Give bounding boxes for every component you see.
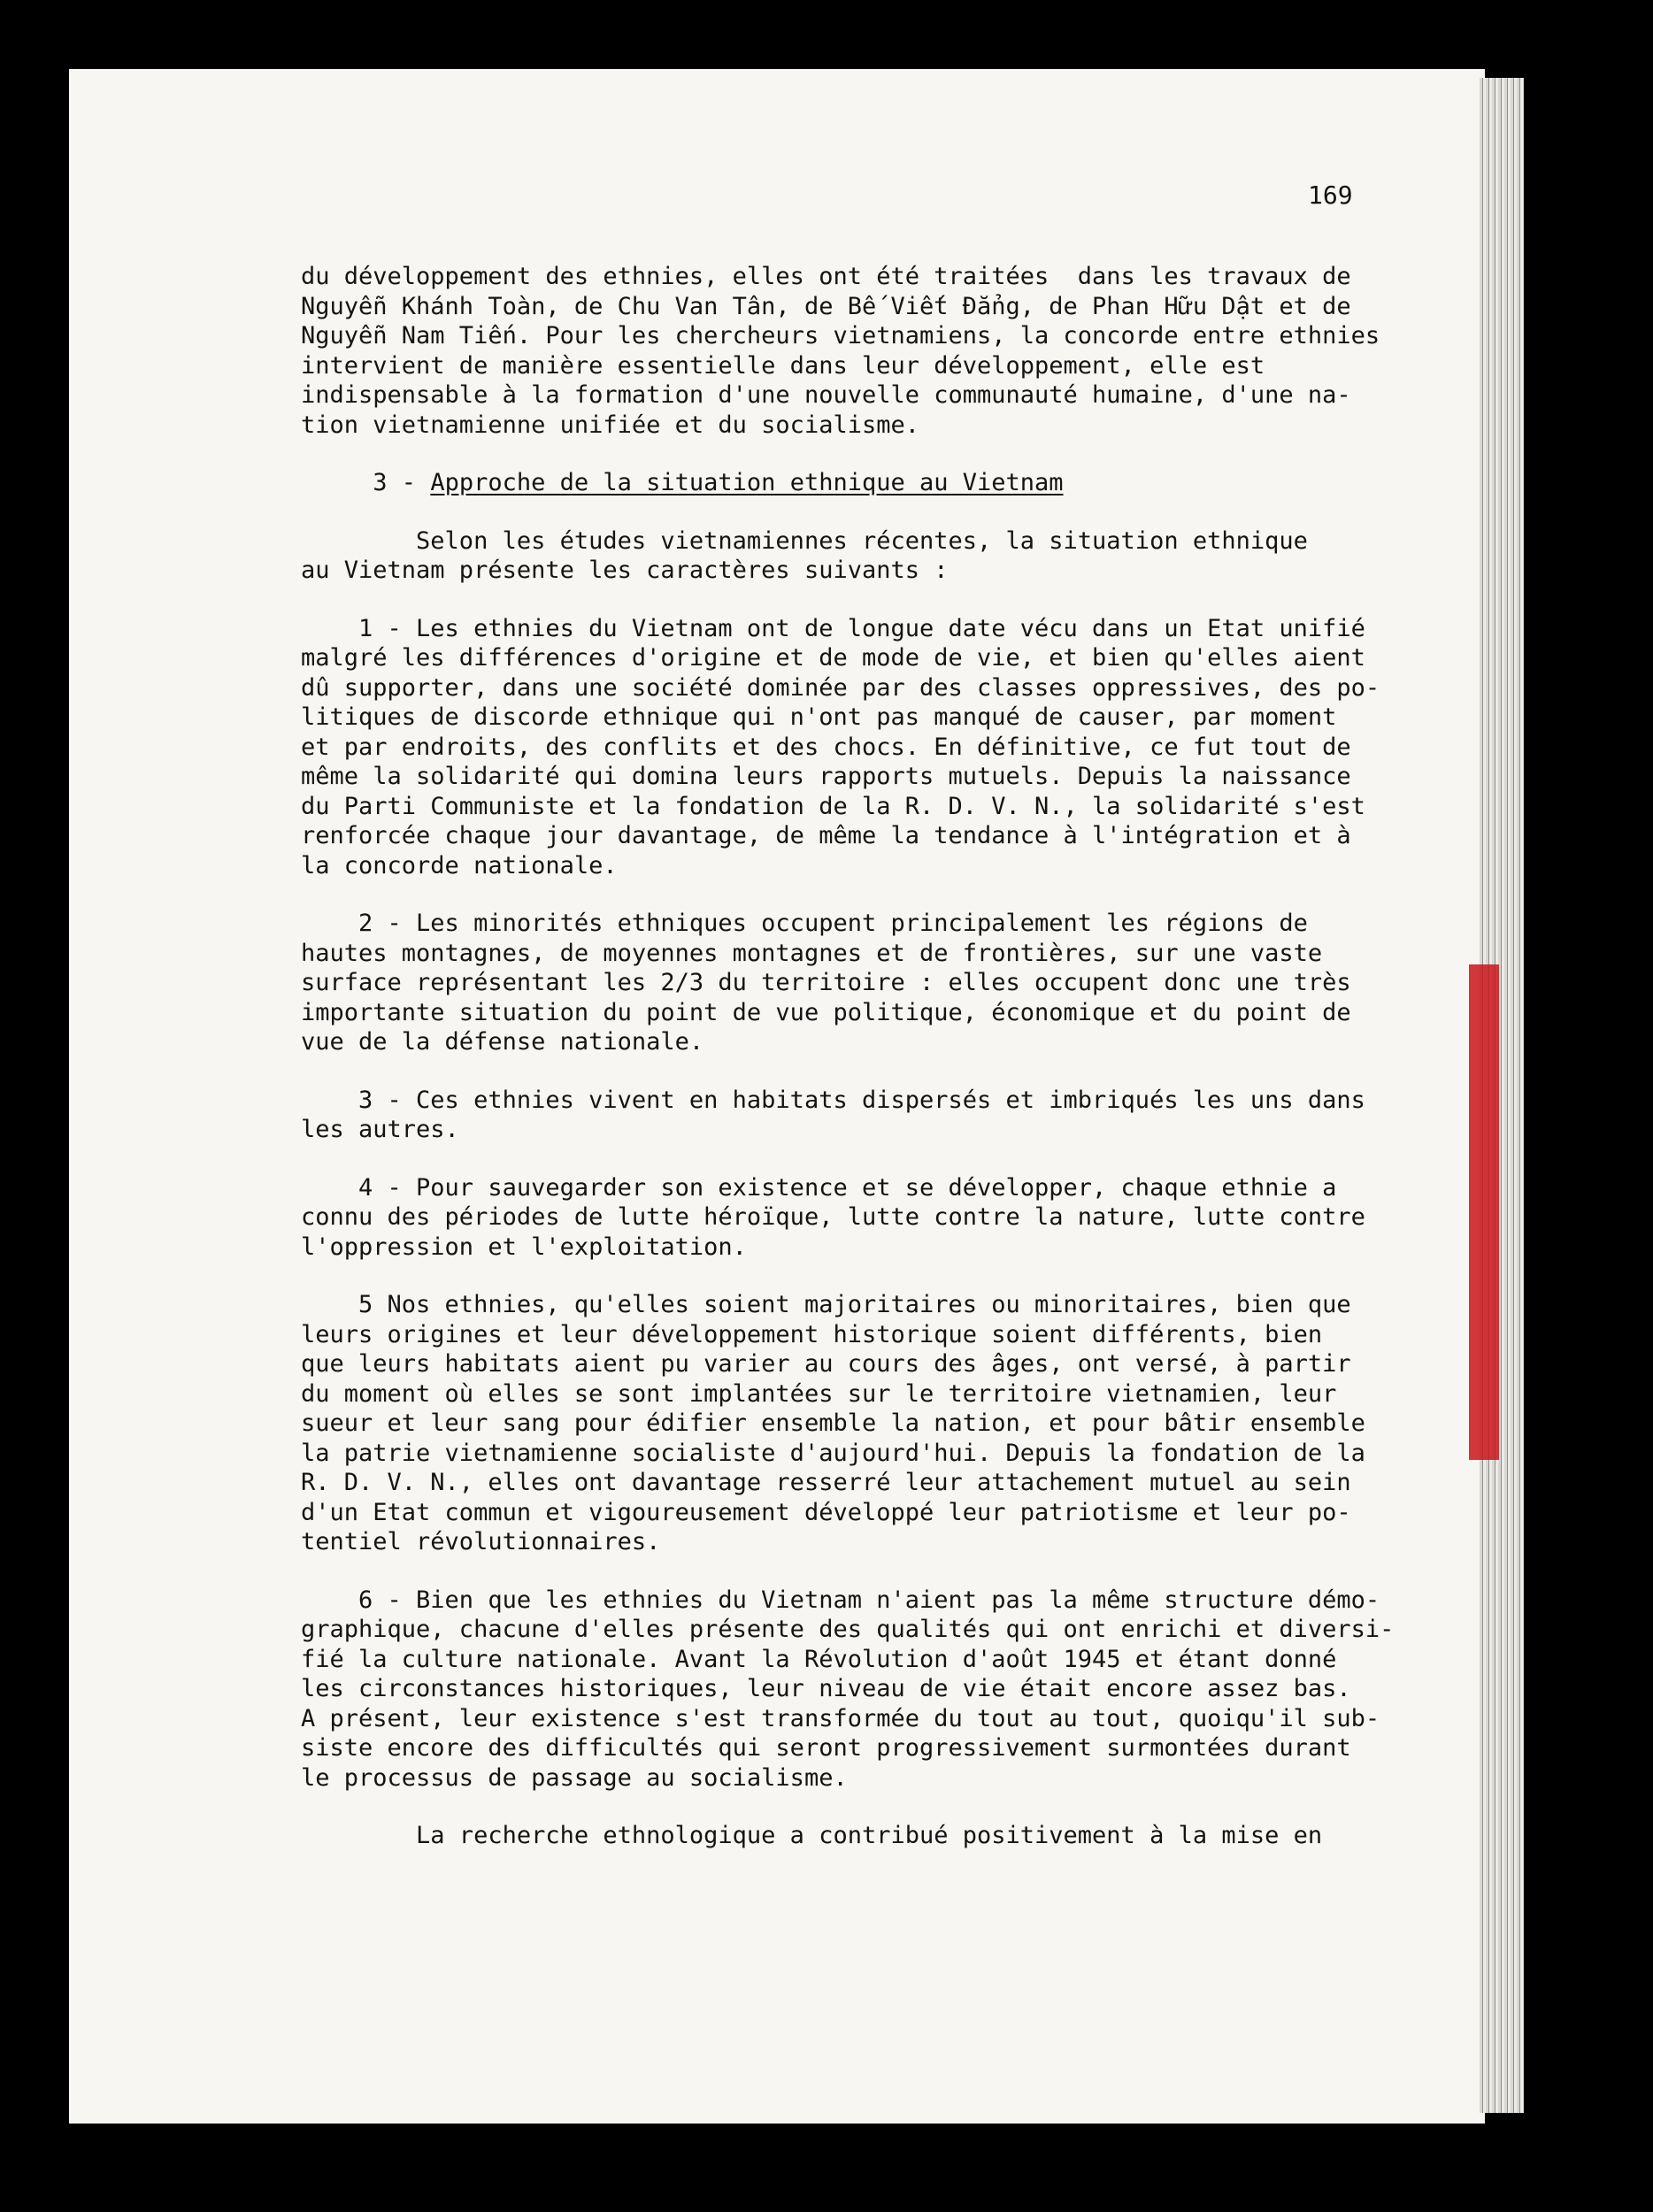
text-line: tion vietnamienne unifiée et du socialisme.: [301, 411, 919, 439]
paragraph-9: [301, 1821, 1398, 1851]
text-line: importante situation du point de vue politique, économique et du point de: [301, 998, 1351, 1026]
text-line: litiques de discorde ethnique qui n'ont pas manqué de causer, par moment: [301, 703, 1337, 731]
text-line: et par endroits, des conflits et des chocs. En définitive, ce fut tout de: [301, 733, 1351, 761]
text-line: fié la culture nationale. Avant la Révolution d'août 1945 et étant donné: [301, 1645, 1337, 1673]
text-line: 2 - Les minorités ethniques occupent principalement les régions de: [301, 910, 1308, 937]
paragraph-3: [301, 614, 1398, 881]
text-line: malgré les différences d'origine et de mode de vie, et bien qu'elles aient: [301, 644, 1365, 672]
text-line: La recherche ethnologique a contribué positivement à la mise en: [301, 1822, 1323, 1849]
text-line: vue de la défense nationale.: [301, 1028, 704, 1056]
text-line: du Parti Communiste et la fondation de la R. D. V. N., la solidarité s'est: [301, 792, 1365, 820]
text-line: graphique, chacune d'elles présente des qualités qui ont enrichi et diversi-: [301, 1616, 1395, 1643]
text-line: R. D. V. N., elles ont davantage resserré leur attachement mutuel au sein: [301, 1469, 1351, 1496]
text-line: dû supporter, dans une société dominée par des classes oppressives, des po-: [301, 673, 1380, 702]
paragraph-6: [301, 1173, 1398, 1263]
heading-number: 3 -: [301, 469, 431, 496]
text-line: 3 - Ces ethnies vivent en habitats dispersés et imbriqués les uns dans: [301, 1086, 1365, 1114]
paragraph-4: [301, 909, 1398, 1057]
paragraph-5: [301, 1086, 1398, 1145]
heading-text: Approche de la situation ethnique au Vietnam: [430, 469, 1064, 496]
page-number: 169: [1308, 180, 1353, 210]
text-line: renforcée chaque jour davantage, de même la tendance à l'intégration et à: [301, 822, 1351, 849]
text-line: hautes montagnes, de moyennes montagnes et de frontières, sur une vaste: [301, 939, 1323, 967]
text-line: 4 - Pour sauvegarder son existence et se développer, chaque ethnie a: [301, 1173, 1337, 1202]
paragraph-7: [301, 1290, 1398, 1557]
text-line: la concorde nationale.: [301, 851, 618, 879]
text-line: du moment où elles se sont implantées sur le territoire vietnamien, leur: [301, 1379, 1337, 1408]
text-line: d'un Etat commun et vigoureusement développé leur patriotisme et leur po-: [301, 1498, 1351, 1526]
text-line: 1 - Les ethnies du Vietnam ont de longue date vécu dans un Etat unifié: [301, 614, 1365, 642]
text-line: intervient de manière essentielle dans leur développement, elle est: [301, 351, 1265, 380]
text-line: au Vietnam présente les caractères suivants :: [301, 557, 949, 584]
text-line: que leurs habitats aient pu varier au cours des âges, ont versé, à partir: [301, 1350, 1351, 1378]
text-line: 5 Nos ethnies, qu'elles soient majoritaires ou minoritaires, bien que: [301, 1291, 1351, 1318]
text-line: le processus de passage au socialisme.: [301, 1763, 848, 1792]
text-line: A présent, leur existence s'est transformée du tout au tout, quoiqu'il sub-: [301, 1704, 1380, 1732]
text-line: connu des périodes de lutte héroïque, lutte contre la nature, lutte contre: [301, 1203, 1365, 1231]
text-line: indispensable à la formation d'une nouvelle communauté humaine, d'une na-: [301, 381, 1351, 409]
text-line: surface représentant les 2/3 du territoire : elles occupent donc une très: [301, 969, 1351, 996]
text-line: siste encore des difficultés qui seront progressivement surmontées durant: [301, 1734, 1351, 1762]
text-line: tentiel révolutionnaires.: [301, 1528, 661, 1555]
text-line: leurs origines et leur développement historique soient différents, bien: [301, 1320, 1323, 1348]
text-line: Nguyễn Khánh Toàn, de Chu Van Tân, de Bế Viết Đẳng, de Phan Hữu Dật et de: [301, 292, 1351, 320]
text-line: sueur et leur sang pour édifier ensemble la nation, et pour bâtir ensemble: [301, 1409, 1365, 1437]
text-line: les circonstances historiques, leur niveau de vie était encore assez bas.: [301, 1675, 1351, 1702]
text-line: les autres.: [301, 1116, 459, 1143]
text-line: même la solidarité qui domina leurs rapports mutuels. Depuis la naissance: [301, 763, 1351, 790]
text-line: 6 - Bien que les ethnies du Vietnam n'aient pas la même structure démo-: [301, 1586, 1380, 1614]
library-stamp: [1469, 964, 1499, 1460]
body-text: [301, 262, 1398, 1851]
paragraph-2: [301, 526, 1398, 586]
text-line: Nguyễn Nam Tiến. Pour les chercheurs vietnamiens, la concorde entre ethnies: [301, 322, 1380, 349]
text-line: la patrie vietnamienne socialiste d'aujourd'hui. Depuis la fondation de la: [301, 1439, 1365, 1467]
text-line: Selon les études vietnamiennes récentes, la situation ethnique: [301, 526, 1308, 555]
paragraph-8: [301, 1586, 1398, 1793]
text-line: du développement des ethnies, elles ont été traitées dans les travaux de: [301, 263, 1351, 290]
text-line: l'oppression et l'exploitation.: [301, 1233, 747, 1261]
paragraph-1: [301, 262, 1398, 440]
section-heading: [301, 468, 1398, 498]
